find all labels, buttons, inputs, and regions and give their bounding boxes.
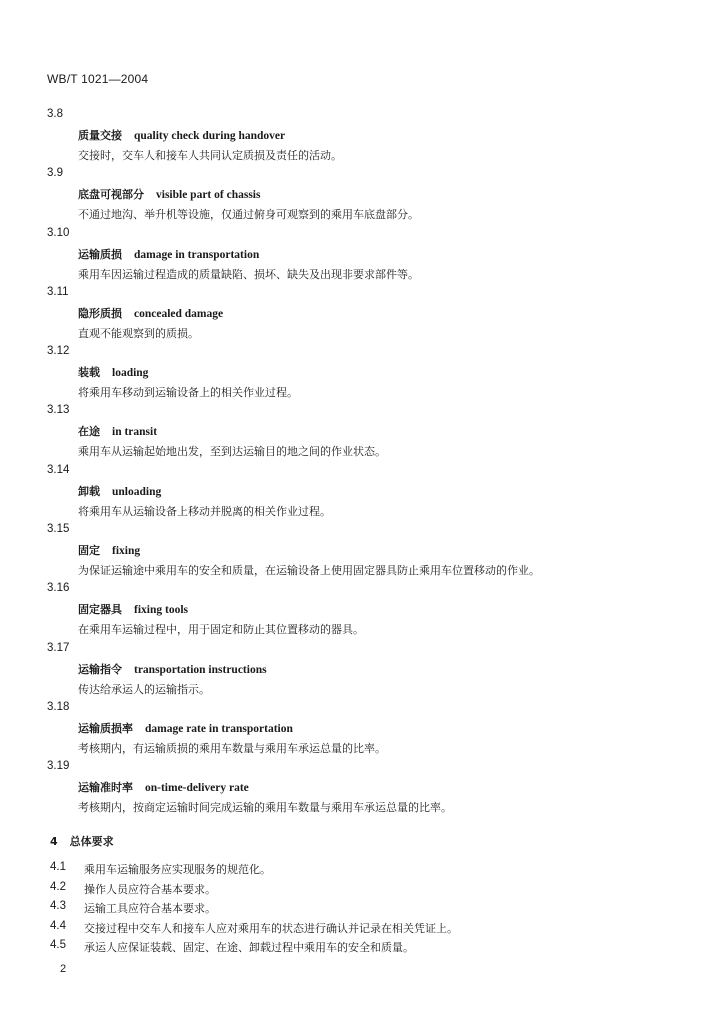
term-chinese-name: 固定器具 xyxy=(78,603,122,617)
term-definition: 考核期内，有运输质损的乘用车数量与乘用车承运总量的比率。 xyxy=(78,741,386,755)
section-4-number: 4 xyxy=(50,835,58,848)
requirement-text: 操作人员应符合基本要求。 xyxy=(84,882,216,896)
requirement-number: 4.4 xyxy=(50,919,66,932)
term-heading xyxy=(78,720,293,736)
term-entry xyxy=(0,464,701,523)
term-number: 3.14 xyxy=(47,463,70,476)
term-chinese-name: 运输指令 xyxy=(78,662,122,676)
term-entry xyxy=(0,345,701,404)
term-english-name: fixing tools xyxy=(134,604,188,617)
term-heading xyxy=(78,127,285,143)
term-entry xyxy=(0,286,701,345)
term-number: 3.11 xyxy=(47,285,69,298)
term-number: 3.19 xyxy=(47,760,70,773)
term-chinese-name: 固定 xyxy=(78,544,100,558)
term-english-name: concealed damage xyxy=(134,307,224,320)
term-definition: 直观不能观察到的质损。 xyxy=(78,326,199,340)
term-heading xyxy=(78,246,259,262)
term-english-name: damage in transportation xyxy=(134,248,260,261)
requirement-item xyxy=(0,920,701,940)
term-definition: 在乘用车运输过程中，用于固定和防止其位置移动的器具。 xyxy=(78,623,364,637)
section-4-heading xyxy=(50,833,114,849)
requirement-item xyxy=(0,861,701,881)
term-definition: 将乘用车移动到运输设备上的相关作业过程。 xyxy=(78,386,298,400)
term-definition: 将乘用车从运输设备上移动并脱离的相关作业过程。 xyxy=(78,504,331,518)
term-definition: 传达给承运人的运输指示。 xyxy=(78,682,210,696)
term-entry xyxy=(0,582,701,641)
term-number: 3.9 xyxy=(47,167,63,180)
term-chinese-name: 在途 xyxy=(78,425,100,439)
section-4-title: 总体要求 xyxy=(69,835,114,848)
term-definition: 不通过地沟、举升机等设施，仅通过俯身可观察到的乘用车底盘部分。 xyxy=(78,208,419,222)
term-number: 3.16 xyxy=(47,582,70,595)
term-chinese-name: 运输质损率 xyxy=(78,721,133,735)
requirement-number: 4.1 xyxy=(50,861,66,873)
page-number: 2 xyxy=(60,963,67,975)
term-number: 3.10 xyxy=(47,226,70,239)
term-english-name: on-time-delivery rate xyxy=(145,782,249,795)
term-chinese-name: 隐形质损 xyxy=(78,306,122,320)
term-number: 3.15 xyxy=(47,523,70,536)
term-number: 3.18 xyxy=(47,700,70,713)
term-entry xyxy=(0,760,701,819)
term-chinese-name: 装载 xyxy=(78,366,100,380)
term-entry xyxy=(0,523,701,582)
requirement-text: 乘用车运输服务应实现服务的规范化。 xyxy=(84,863,271,876)
requirement-item xyxy=(0,900,701,920)
requirement-number: 4.5 xyxy=(50,939,66,951)
term-english-name: loading xyxy=(112,367,149,380)
term-chinese-name: 运输质损 xyxy=(78,247,122,261)
term-chinese-name: 底盘可视部分 xyxy=(78,188,144,202)
term-heading xyxy=(78,661,267,677)
requirement-item xyxy=(0,881,701,901)
term-english-name: transportation instructions xyxy=(134,663,267,676)
requirement-number: 4.2 xyxy=(50,880,66,893)
term-heading xyxy=(78,542,140,558)
term-english-name: visible part of chassis xyxy=(156,189,261,202)
term-heading xyxy=(78,483,161,499)
term-entry xyxy=(0,404,701,463)
term-english-name: unloading xyxy=(112,485,162,498)
term-definition: 乘用车从运输起始地出发，至到达运输目的地之间的作业状态。 xyxy=(78,445,386,459)
term-entry xyxy=(0,108,701,167)
term-heading xyxy=(78,601,188,617)
term-number: 3.17 xyxy=(47,641,70,654)
term-heading xyxy=(78,305,223,321)
term-definition: 交接时，交车人和接车人共同认定质损及责任的活动。 xyxy=(78,149,342,162)
term-english-name: fixing xyxy=(112,545,141,558)
requirement-number: 4.3 xyxy=(50,900,66,912)
term-number: 3.8 xyxy=(47,108,63,120)
general-requirements-list xyxy=(0,861,701,959)
term-entry xyxy=(0,642,701,701)
term-chinese-name: 质量交接 xyxy=(78,129,122,142)
term-entry xyxy=(0,227,701,286)
term-definition: 考核期内，按商定运输时间完成运输的乘用车数量与乘用车承运总量的比率。 xyxy=(78,801,452,815)
term-entry xyxy=(0,167,701,226)
term-definition: 为保证运输途中乘用车的安全和质量，在运输设备上使用固定器具防止乘用车位置移动的作业。 xyxy=(78,564,540,578)
term-chinese-name: 运输准时率 xyxy=(78,781,133,795)
term-heading xyxy=(78,364,148,380)
term-heading xyxy=(78,779,249,795)
term-chinese-name: 卸载 xyxy=(78,484,100,498)
standard-code-header: WB/T 1021—2004 xyxy=(47,72,149,86)
term-number: 3.12 xyxy=(47,345,70,358)
term-heading xyxy=(78,423,157,439)
term-entry xyxy=(0,701,701,760)
term-definition: 乘用车因运输过程造成的质量缺陷、损坏、缺失及出现非要求部件等。 xyxy=(78,267,419,281)
term-heading xyxy=(78,186,260,202)
requirement-text: 运输工具应符合基本要求。 xyxy=(84,902,216,915)
term-definitions-list xyxy=(0,108,701,820)
requirement-text: 交接过程中交车人和接车人应对乘用车的状态进行确认并记录在相关凭证上。 xyxy=(84,921,458,935)
term-english-name: in transit xyxy=(112,426,158,439)
requirement-text: 承运人应保证装载、固定、在途、卸载过程中乘用车的安全和质量。 xyxy=(84,941,414,954)
requirement-item xyxy=(0,939,701,959)
term-english-name: damage rate in transportation xyxy=(145,722,293,735)
term-english-name: quality check during handover xyxy=(134,130,286,142)
term-number: 3.13 xyxy=(47,404,70,417)
